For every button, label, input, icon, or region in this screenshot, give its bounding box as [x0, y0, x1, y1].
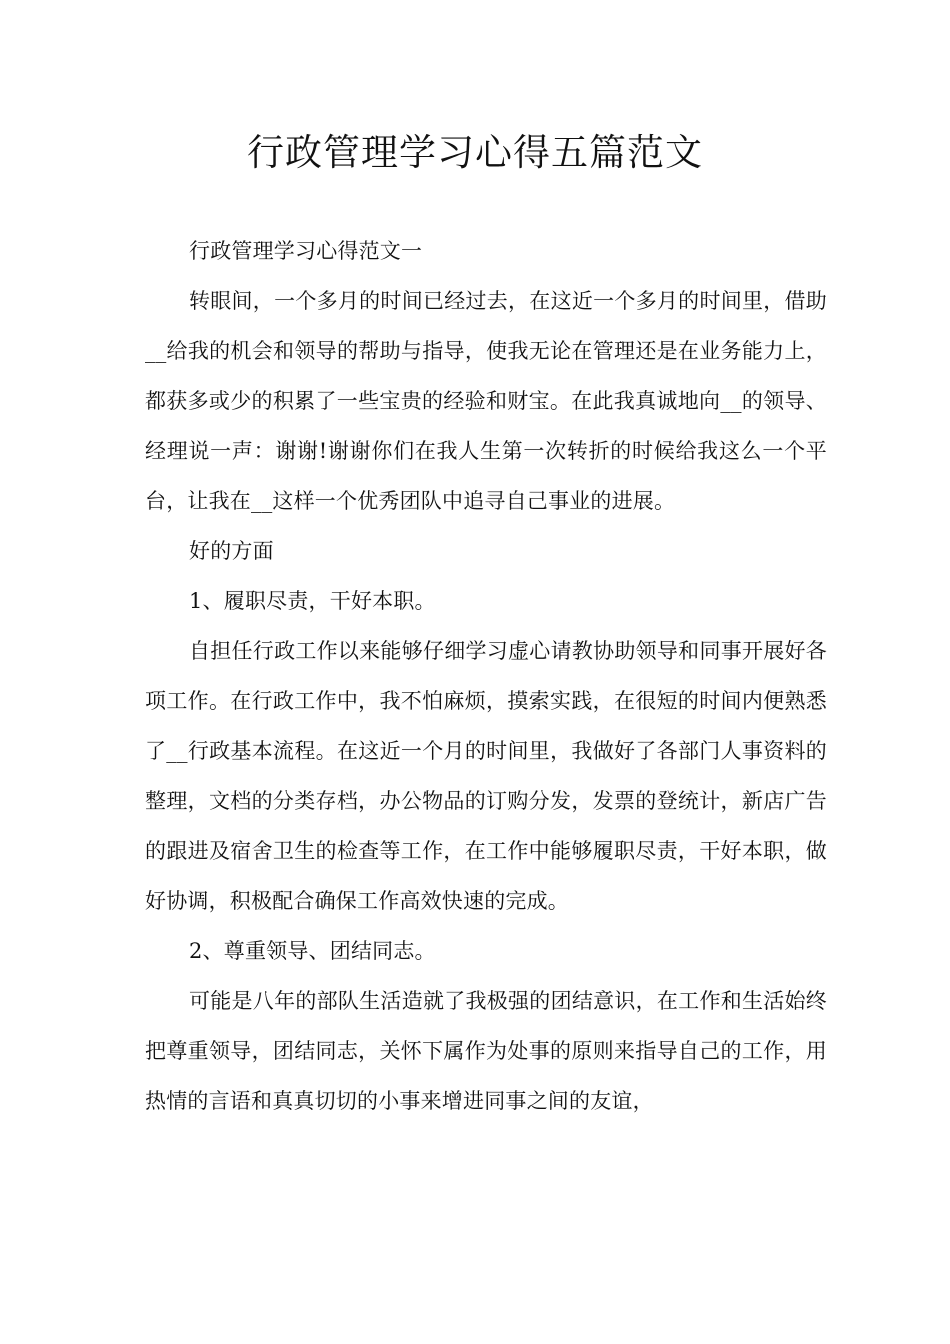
- paragraph: 转眼间，一个多月的时间已经过去，在这近一个多月的时间里，借助__给我的机会和领导的帮助与指导，使我无论在管理还是在业务能力上，都获多或少的积累了一些宝贵的经验和财宝。在此我真诚地向__的领导、经理说一声：谢谢!谢谢你们在我人生第一次转折的时候给我这么一个平台，让我在__这样一个优秀团队中追寻自己事业的进展。: [145, 289, 827, 513]
- document-title: 行政管理学习心得五篇范文: [247, 131, 703, 174]
- list-item-heading: 1、履职尽责，干好本职。: [189, 589, 436, 613]
- document-body: [145, 226, 827, 1126]
- paragraph: 可能是八年的部队生活造就了我极强的团结意识，在工作和生活始终把尊重领导，团结同志，关怀下属作为处事的原则来指导自己的工作，用热情的言语和真真切切的小事来增进同事之间的友谊，: [145, 989, 827, 1113]
- list-item-heading: 2、尊重领导、团结同志。: [189, 939, 436, 963]
- section-heading: 行政管理学习心得范文一: [189, 239, 423, 263]
- paragraph: 自担任行政工作以来能够仔细学习虚心请教协助领导和同事开展好各项工作。在行政工作中，我不怕麻烦，摸索实践，在很短的时间内便熟悉了__行政基本流程。在这近一个月的时间里，我做好了各部门人事资料的整理，文档的分类存档，办公物品的订购分发，发票的登统计，新店广告的跟进及宿舍卫生的检查等工作，在工作中能够履职尽责，干好本职，做好协调，积极配合确保工作高效快速的完成。: [145, 639, 827, 913]
- subsection-heading: 好的方面: [189, 539, 274, 563]
